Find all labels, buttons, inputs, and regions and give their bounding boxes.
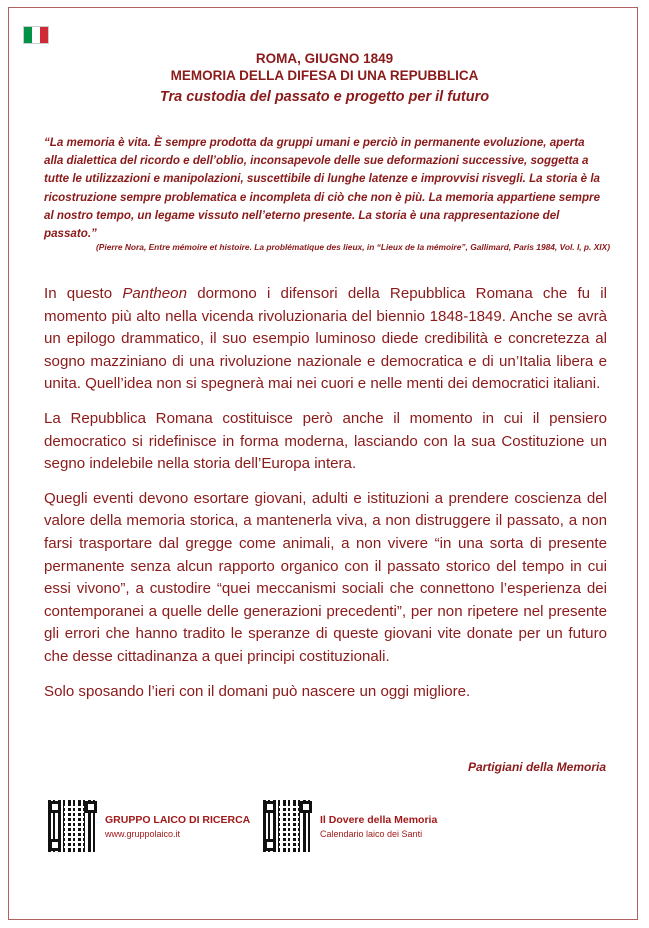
quote-citation: (Pierre Nora, Entre mémoire et histoire. La problématique des lieux, in “Lieux de la mémoire”, Gallimard, Paris 1984, Vol. I, p. XIX) (96, 242, 610, 252)
footer-right-subtitle: Calendario laico dei Santi (320, 828, 423, 839)
signature: Partigiani della Memoria (467, 760, 606, 774)
italian-flag-icon (23, 26, 49, 44)
footer-dovere-memoria (263, 800, 437, 852)
header (0, 50, 649, 105)
pantheon-word: Pantheon (122, 285, 187, 302)
footer-left-url[interactable]: www.gruppolaico.it (105, 828, 181, 839)
footer-left-title: GRUPPO LAICO DI RICERCA (105, 813, 251, 826)
nora-quote: “La memoria è vita. È sempre prodotta da gruppi umani e perciò in permanente evoluzione, aperta alla dialettica del ricordo e dell’oblio, inconsapevole delle sue deformazioni successive, soggetta a tutte le utilizzazioni e manipolazioni, suscettibile di lunghe latenze e improvvisi risvegli. La storia è la ricostruzione sempre problematica e incompleta di ciò che non è più. La memoria appartiene sempre al nostro tempo, un legame vissuto nell’eterno presente. La storia è una rappresentazione del passato.” (44, 136, 601, 241)
paragraph-3: Quegli eventi devono esortare giovani, adulti e istituzioni a prendere coscienza del valore della memoria storica, a mantenerla viva, a non distruggere il passato, a non farsi trasportare dal gregge come animali, a non vivere “in una sorta di presente permanente senza alcun rapporto organico con il passato storico del tempo in cui essi vivono”, a custodire “quei meccanismi sociali che connettono l’esperienza dei contemporanei a quelle delle generazioni precedenti”, per non ripetere nel presente gli errori che hanno tradito le speranze di queste giovani vite donate per un futuro che desse cittadinanza a quei principi costituzionali. (44, 489, 607, 665)
qr-code-icon[interactable] (48, 800, 98, 852)
header-title-line1: ROMA, GIUGNO 1849 (255, 51, 394, 66)
header-title-line2: MEMORIA DELLA DIFESA DI UNA REPUBBLICA (170, 68, 479, 83)
paragraph-1 (44, 283, 607, 396)
qr-code-icon[interactable] (263, 800, 313, 852)
paragraph-1-start: In questo (44, 285, 123, 302)
paragraph-4: Solo sposando l’ieri con il domani può nascere un oggi migliore. (44, 682, 471, 700)
header-subtitle: Tra custodia del passato e progetto per il futuro (159, 89, 490, 105)
body-text (44, 283, 607, 715)
footer-right-title: Il Dovere della Memoria (320, 813, 438, 826)
paragraph-2: La Repubblica Romana costituisce però anche il momento in cui il pensiero democratico si ridefinisce in forma moderna, lasciando con la sua Costituzione un segno indelebile nella storia dell’Europa intera. (44, 409, 607, 473)
footer-gruppo-laico (48, 800, 250, 852)
paragraph-1-rest: dormono i difensori della Repubblica Romana che fu il momento più alto nella vicenda rivoluzionaria del biennio 1848-1849. Anche se avrà un epilogo drammatico, il suo esempio luminoso diede credibilità e concretezza al sogno mazziniano di una rivoluzione nazionale e democratica e di un’Italia libera e unita. Quell’idea non si spegnerà mai nei cuori e nelle menti dei democratici italiani. (44, 285, 607, 393)
